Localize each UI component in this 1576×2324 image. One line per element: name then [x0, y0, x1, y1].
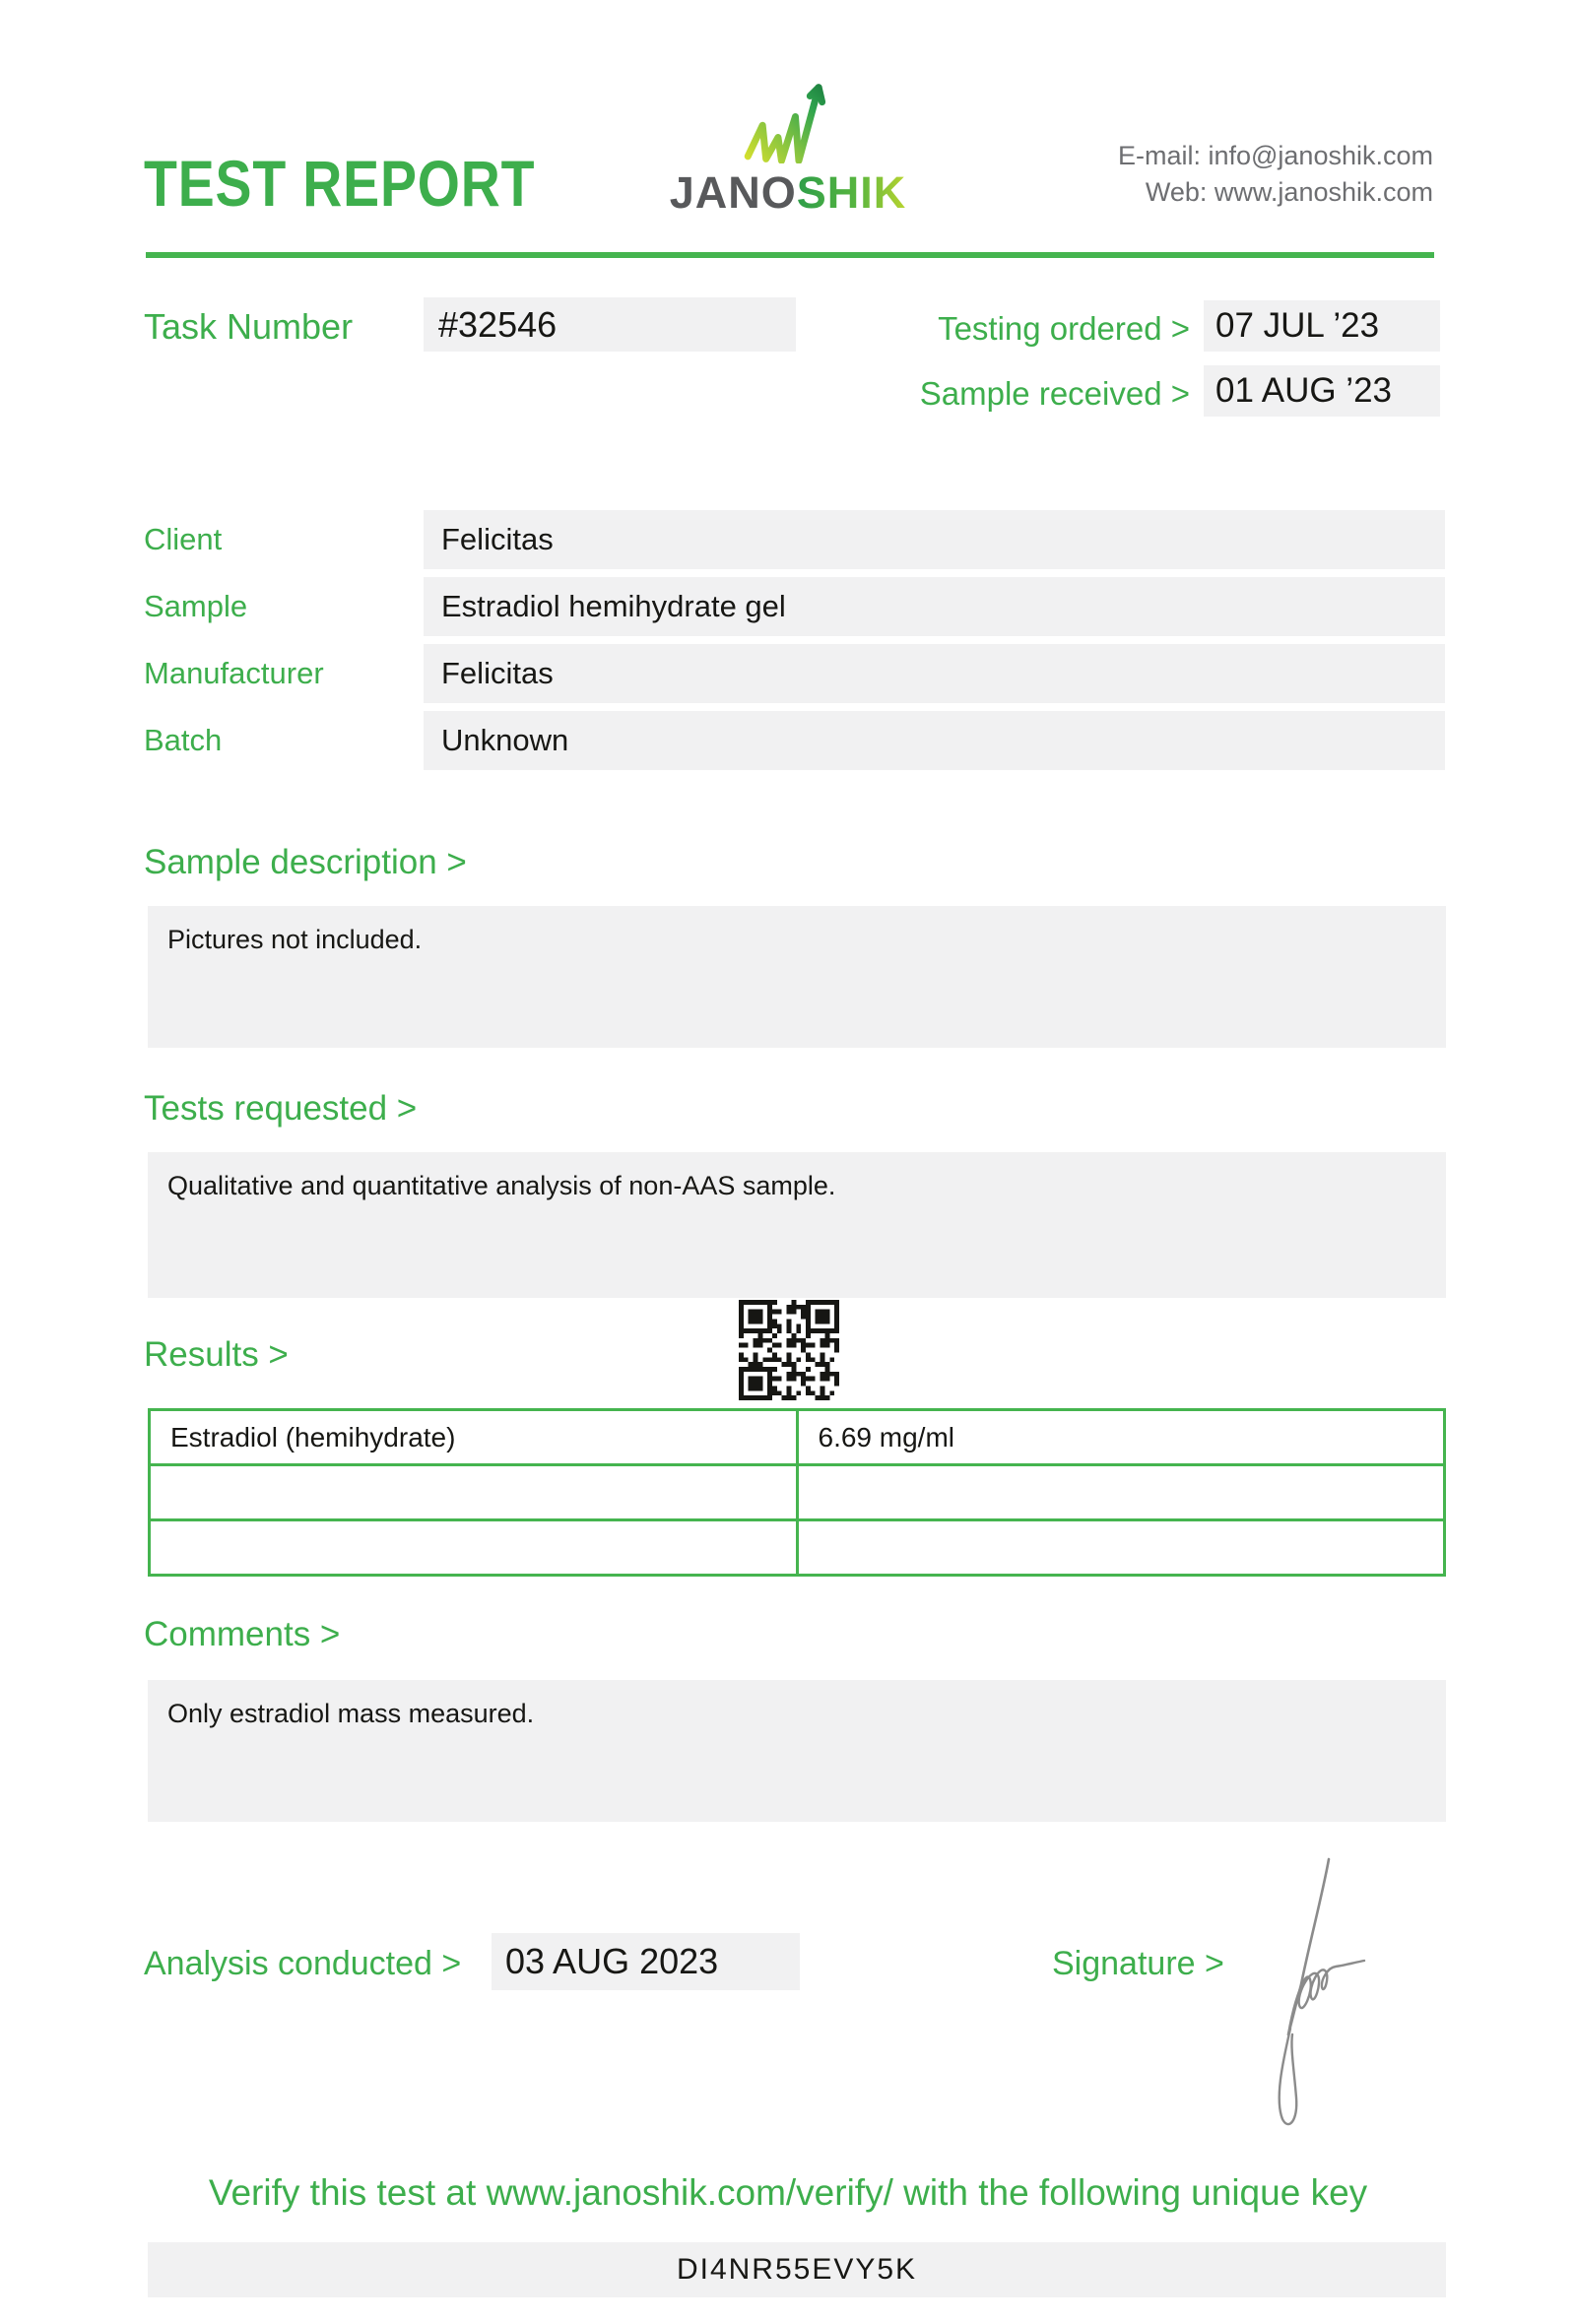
logo-text-jano: JANO: [669, 167, 797, 218]
page-title: TEST REPORT: [144, 147, 536, 220]
sample-received-label: Sample received >: [919, 375, 1190, 412]
growth-chart-arrow-icon: [743, 77, 833, 163]
result-value-cell: [797, 1465, 1445, 1520]
signature-label: Signature >: [1052, 1945, 1224, 1982]
header-divider: [146, 252, 1434, 258]
comments-text: Only estradiol mass measured.: [167, 1699, 535, 1728]
analysis-conducted-label: Analysis conducted >: [144, 1945, 462, 1982]
email-line: E-mail: info@janoshik.com: [1117, 141, 1433, 170]
web-line: Web: www.janoshik.com: [1145, 177, 1433, 207]
contact-info: [1118, 138, 1433, 211]
task-number-label: Task Number: [144, 306, 354, 347]
verify-instruction: Verify this test at www.janoshik.com/verify/ with the following unique key: [208, 2172, 1368, 2213]
table-row: [150, 1465, 1445, 1520]
task-number-value: #32546: [424, 297, 796, 352]
result-value-cell: [797, 1520, 1445, 1576]
results-table: [148, 1408, 1446, 1577]
sample-label: Sample: [144, 589, 248, 623]
sample-description-text: Pictures not included.: [167, 925, 423, 954]
testing-ordered-date: 07 JUL ’23: [1204, 300, 1440, 352]
sample-description-label: Sample description >: [144, 843, 467, 881]
sample-value: Estradiol hemihydrate gel: [424, 577, 1445, 636]
client-value: Felicitas: [424, 510, 1445, 569]
tests-requested-box: [148, 1152, 1446, 1298]
tests-requested-text: Qualitative and quantitative analysis of non-AAS sample.: [167, 1171, 836, 1200]
result-analyte-cell: [150, 1520, 798, 1576]
logo-text-shik: SHIK: [796, 167, 907, 218]
unique-key-value: DI4NR55EVY5K: [148, 2242, 1446, 2297]
batch-value: Unknown: [424, 711, 1445, 770]
batch-label: Batch: [144, 723, 223, 757]
table-row: [150, 1520, 1445, 1576]
result-value-cell: 6.69 mg/ml: [797, 1410, 1445, 1465]
table-row: [150, 1410, 1445, 1465]
sample-received-date: 01 AUG ’23: [1204, 365, 1440, 417]
tests-requested-label: Tests requested >: [144, 1089, 418, 1128]
testing-ordered-label: Testing ordered >: [938, 310, 1190, 347]
logo-wordmark: [630, 167, 946, 219]
client-label: Client: [144, 522, 223, 556]
comments-label: Comments >: [144, 1615, 341, 1653]
analysis-conducted-date: 03 AUG 2023: [492, 1933, 800, 1990]
comments-box: [148, 1680, 1446, 1822]
results-label: Results >: [144, 1335, 289, 1374]
janoshik-logo: [630, 77, 946, 219]
manufacturer-value: Felicitas: [424, 644, 1445, 703]
qr-code: [739, 1300, 839, 1400]
handwritten-signature: [1264, 1851, 1387, 2137]
result-analyte-cell: [150, 1465, 798, 1520]
sample-description-box: [148, 906, 1446, 1048]
manufacturer-label: Manufacturer: [144, 656, 324, 690]
result-analyte-cell: Estradiol (hemihydrate): [150, 1410, 798, 1465]
